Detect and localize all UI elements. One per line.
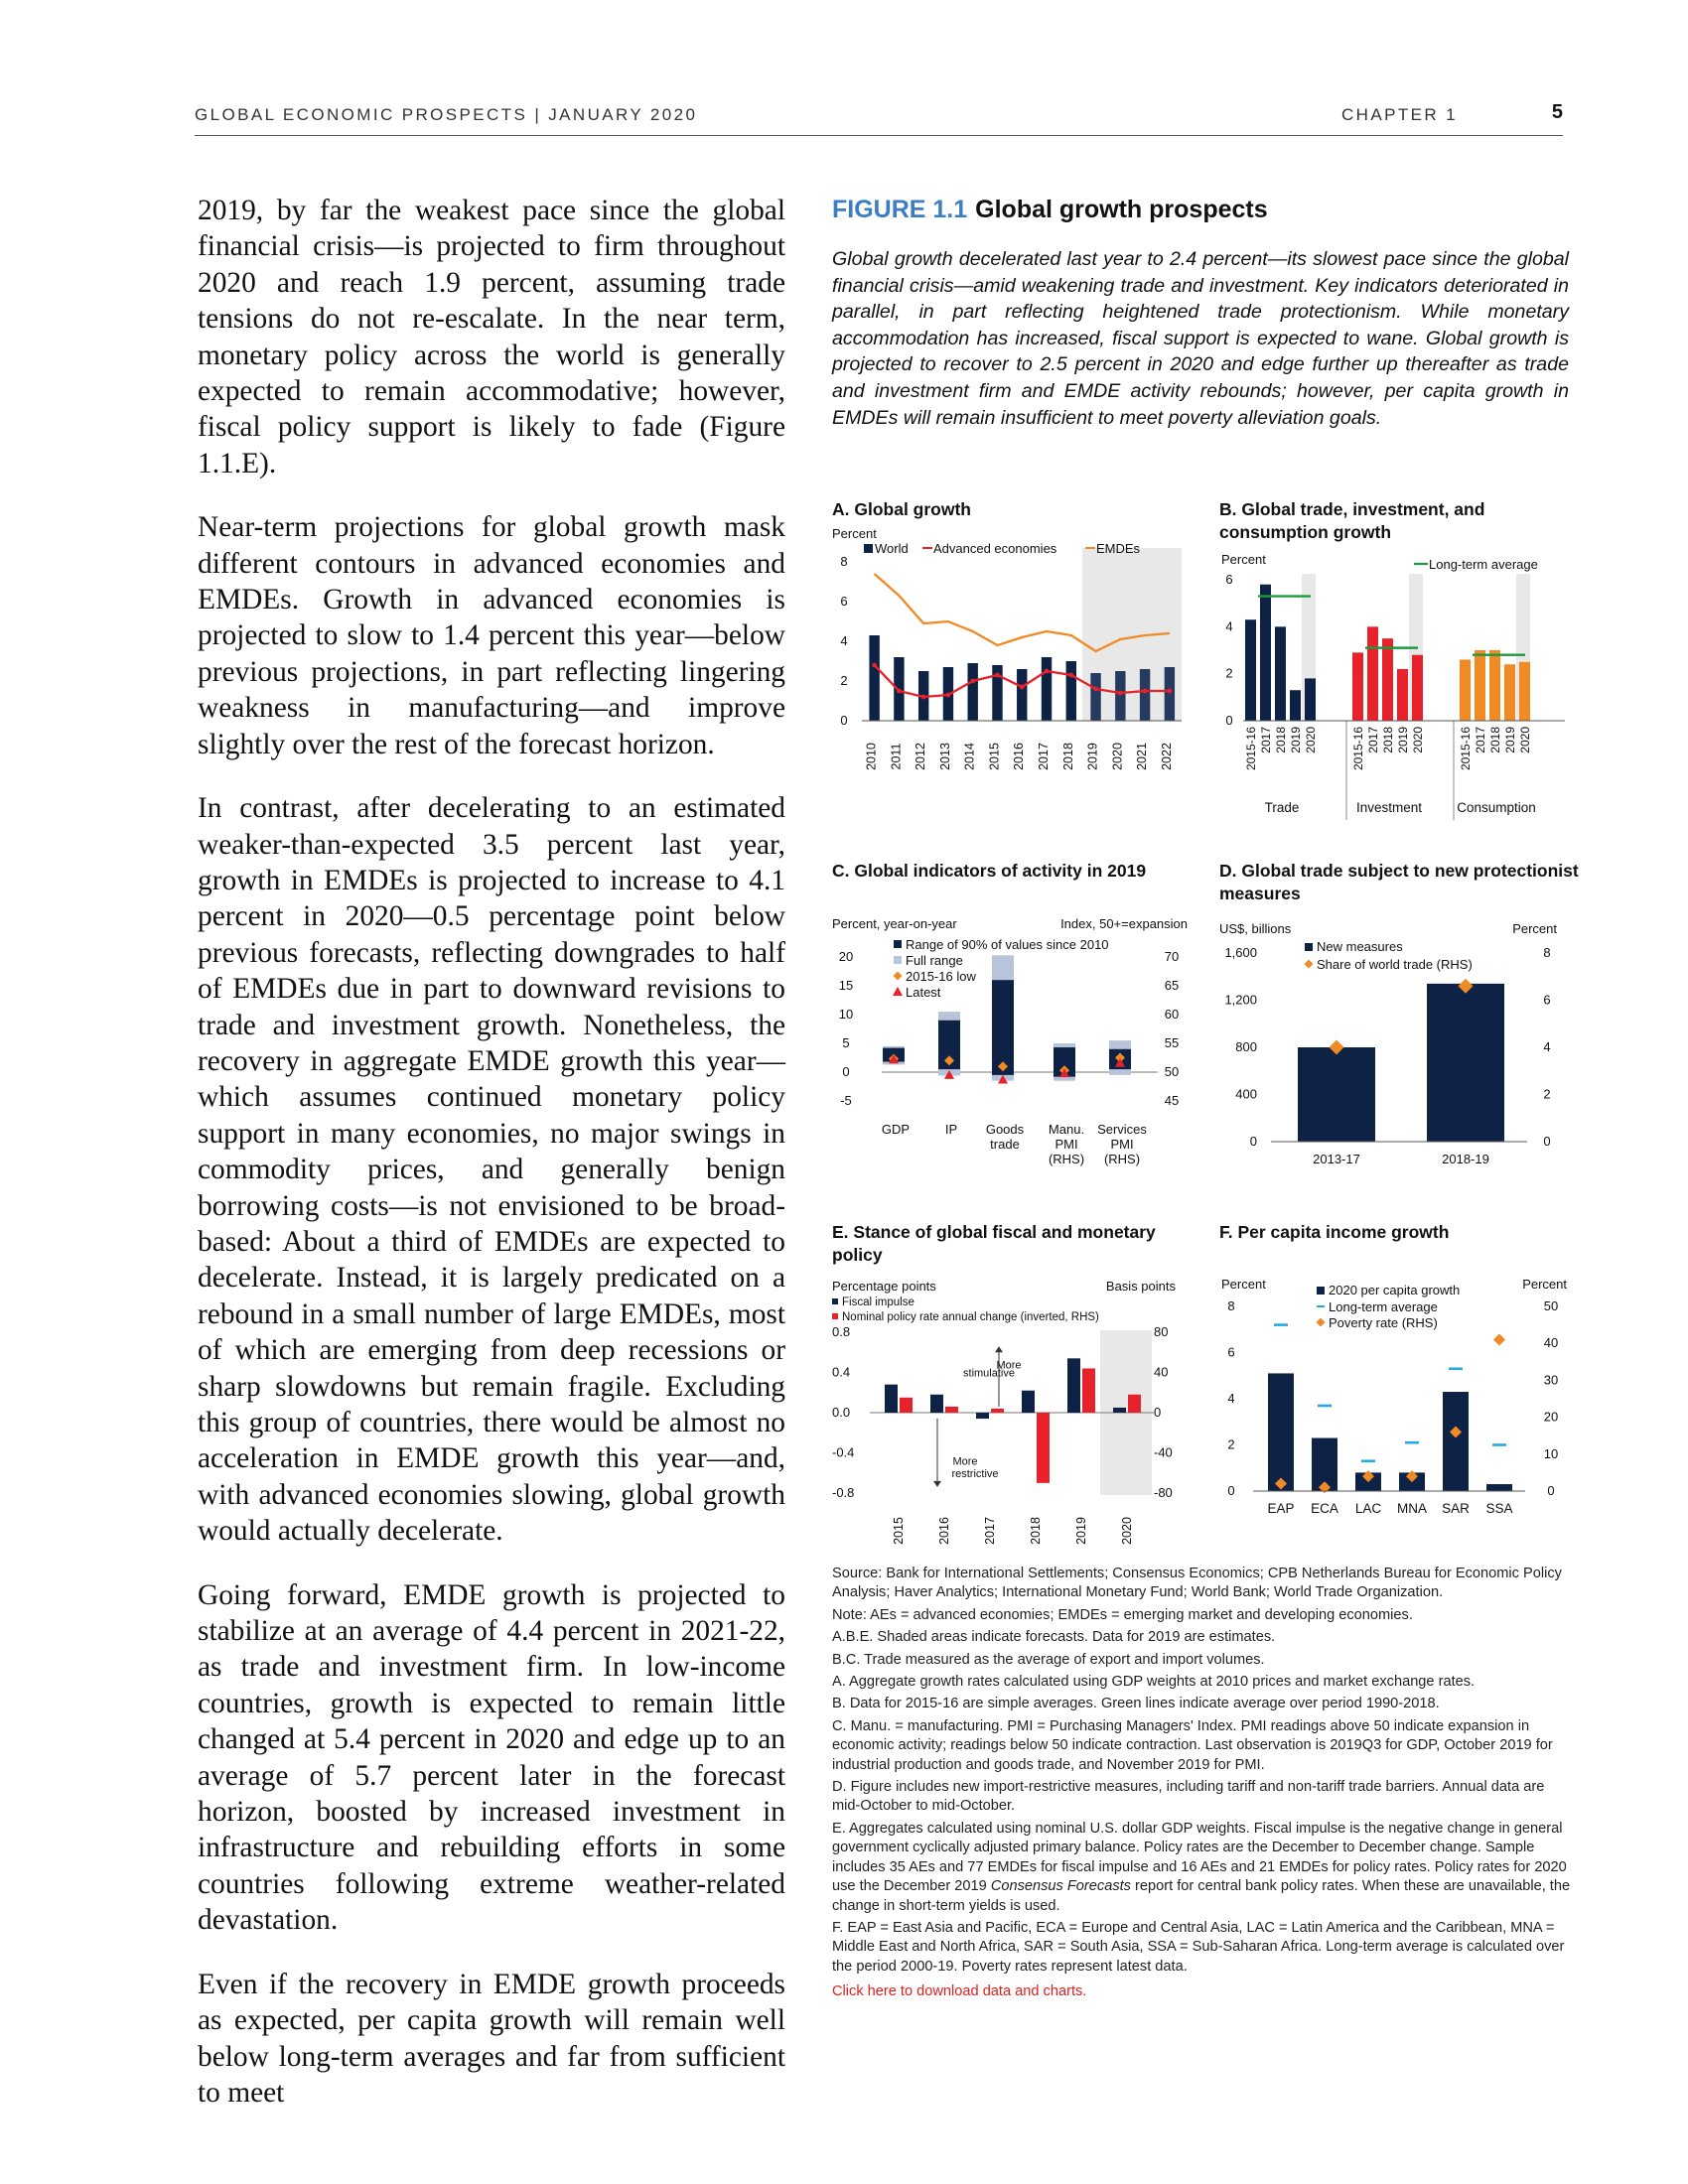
legend-swatch: [894, 940, 902, 948]
legend-growth: 2020 per capita growth: [1329, 1283, 1461, 1297]
bar-policy-rate: [945, 1407, 958, 1413]
y-axis-label-right: Basis points: [1105, 1279, 1176, 1294]
x-tick-label: 2015: [987, 743, 1002, 770]
legend-swatch-new-measures: [1305, 943, 1313, 951]
bar-world: [968, 663, 978, 721]
x-tick-label: 2015: [892, 1517, 906, 1545]
y-tick-label: 4: [840, 633, 848, 648]
bar-world: [1066, 661, 1076, 721]
legend-label: Latest: [906, 985, 941, 1000]
note: C. Manu. = manufacturing. PMI = Purchasing Managers' Index. PMI readings above 50 indicate expansion in economic activity; readings below 50 indicate contraction. Last observation is 2019Q3 for GDP, October 2019 for industrial production and goods trade, and November 2019 for PMI.: [832, 1717, 1553, 1773]
x-tick-label: PMI: [1110, 1137, 1134, 1152]
running-header: GLOBAL ECONOMIC PROSPECTS | JANUARY 2020: [195, 105, 698, 124]
y-tick-label: 8: [840, 554, 848, 569]
panel-c: [832, 860, 1190, 1187]
point-advanced: [946, 693, 951, 698]
note: Note: AEs = advanced economies; EMDEs = emerging market and developing economies.: [832, 1606, 1413, 1623]
panel-f-title: F. Per capita income growth: [1219, 1222, 1450, 1242]
x-tick-label: 2017: [1366, 727, 1380, 753]
point-advanced: [1167, 689, 1172, 694]
legend-policy-rate: Nominal policy rate annual change (inverted, RHS): [842, 1311, 1099, 1323]
figure-notes: [832, 1565, 1575, 2005]
legend-swatch: [894, 972, 903, 981]
panel-e: [832, 1221, 1190, 1549]
x-tick-label: 2013-17: [1313, 1152, 1360, 1166]
y-tick-label: 2: [1225, 665, 1233, 681]
point-advanced: [970, 679, 975, 684]
y-tick-label: 2: [1227, 1436, 1235, 1452]
source-note: Source: Bank for International Settlements; Consensus Economics; CPB Netherlands Bureau for Economic Policy Analysis; Haver Analytics; International Monetary Fund; World Bank; World Trade Organization.: [832, 1566, 1562, 1601]
arrow-up-head: [995, 1346, 1003, 1352]
y-tick-label: 5: [842, 1035, 850, 1050]
y-tick-label-right: 4: [1543, 1039, 1551, 1054]
bar-investment: [1352, 652, 1363, 721]
legend-emdes: EMDEs: [1096, 541, 1141, 556]
bar-policy-rate: [1128, 1395, 1141, 1413]
group-label: Trade: [1264, 800, 1300, 815]
x-tick-label: 2013: [937, 743, 952, 770]
x-tick-label: 2018-19: [1442, 1152, 1489, 1166]
panel-d-title: D. Global trade subject to new protectionist measures: [1219, 861, 1579, 903]
point-advanced: [897, 689, 902, 694]
x-tick-label: 2020: [1411, 727, 1425, 753]
panel-e-title: E. Stance of global fiscal and monetary policy: [832, 1222, 1156, 1265]
point-advanced: [1045, 669, 1050, 674]
bar-world: [1090, 673, 1100, 721]
poverty-rate-marker: [1493, 1333, 1505, 1345]
y-tick-label-right: 80: [1154, 1324, 1169, 1339]
y-tick-label-right: -80: [1154, 1485, 1173, 1500]
y-tick-label-right: 30: [1543, 1372, 1559, 1388]
y-tick-label: 6: [1227, 1344, 1235, 1360]
y-tick-label: 15: [838, 978, 854, 993]
y-tick-label: 800: [1235, 1039, 1257, 1054]
panel-a-title: A. Global growth: [832, 499, 971, 519]
note-text: E. Aggregates calculated using nominal U.S. dollar GDP weights. Fiscal impulse is the negative change in general government cyclically adjusted primary balance. Policy rates are the December to December change. Sample includes 35 AEs and 77 EMDEs for fiscal impulse and 16 AEs and 21 EMDEs for policy rates. Policy rates for 2020 use the December 2019: [832, 1820, 1567, 1895]
x-tick-label: 2018: [1381, 727, 1395, 753]
legend-swatch-world: [864, 544, 873, 553]
x-tick-label: MNA: [1397, 1501, 1427, 1516]
point-advanced: [1020, 685, 1025, 690]
y-axis-label-right: Index, 50+=expansion: [1060, 916, 1188, 931]
y-tick-label-right: 55: [1164, 1035, 1180, 1050]
y-tick-label-right: -40: [1154, 1444, 1173, 1460]
y-tick-label: -5: [840, 1093, 852, 1108]
x-tick-label: 2011: [889, 743, 904, 770]
legend-fiscal: Fiscal impulse: [842, 1297, 914, 1308]
range-90-bar: [992, 980, 1014, 1075]
group-label: Investment: [1355, 800, 1423, 815]
x-tick-label: LAC: [1354, 1501, 1382, 1516]
x-tick-label: 2016: [1012, 743, 1027, 770]
x-tick-label: 2017: [1259, 727, 1273, 753]
y-tick-label-right: 40: [1543, 1335, 1559, 1351]
bar-policy-rate: [991, 1409, 1004, 1413]
legend-swatch: [893, 987, 903, 996]
legend-advanced: Advanced economies: [933, 541, 1057, 556]
y-axis-label: Percent, year-on-year: [832, 916, 957, 931]
bar-fiscal-impulse: [885, 1385, 898, 1413]
x-tick-label: 2018: [1029, 1517, 1043, 1545]
note: A. Aggregate growth rates calculated using GDP weights at 2010 prices and market exchange rates.: [832, 1674, 1476, 1691]
x-tick-label: ECA: [1311, 1501, 1338, 1516]
annotation-stimulative: More: [996, 1359, 1022, 1372]
legend-long-term: Long-term average: [1329, 1299, 1438, 1314]
panel-a: [832, 498, 1190, 826]
y-tick-label-right: 0: [1547, 1483, 1555, 1498]
y-tick-label-right: 2: [1543, 1086, 1551, 1102]
figure-lead: Global growth decelerated last year to 2.4 percent—its slowest pace since the global financial crisis—amid weakening trade and investment. Key indicators deteriorated in parallel, in part reflecting heightened trade protectionism. While monetary accommodation has increased, fiscal support is expected to wane. Global growth is projected to recover to 2.5 percent in 2020 and edge further up thereafter as trade and investment firm and EMDE activity rebounds; however, per capita growth in EMDEs will remain insufficient to meet poverty alleviation goals.: [832, 248, 1569, 429]
y-tick-label: 0.8: [832, 1324, 851, 1339]
y-tick-label-right: 0: [1154, 1405, 1162, 1420]
x-tick-label: Goods: [985, 1122, 1025, 1137]
paragraph: 2019, by far the weakest pace since the global financial crisis—is projected to firm throughout 2020 and reach 1.9 percent, assuming trade tensions do not re-escalate. In the near term, monetary policy across the world is generally expected to remain accommodative; however, fiscal policy support is likely to fade (Figure 1.1.E).: [198, 195, 785, 479]
bar-new-measures: [1298, 1047, 1375, 1142]
y-tick-label-right: 50: [1164, 1064, 1180, 1079]
bar-fiscal-impulse: [1067, 1358, 1080, 1413]
y-tick-label: 8: [1227, 1298, 1235, 1313]
paragraph: In contrast, after decelerating to an estimated weaker-than-expected 3.5 percent last year, growth in EMDEs is projected to increase to 4.1 percent in 2020—0.5 percentage point below previous forecasts, reflecting downgrades to half of EMDEs due in part to downward revisions to trade and investment growth. Nonetheless, the recovery in aggregate EMDE growth this year—which assumes continued monetary policy support in many economies, no major swings in commodity prices, and generally benign borrowing costs—is not envisioned to be broad-based: About a third of EMDEs are expected to decelerate. Instead, it is largely predicated on a rebound in a small number of large EMDEs, most of which are emerging from deep recessions or sharp slowdowns but remain fragile. Excluding this group of countries, there would be almost no acceleration in EMDE growth this year—and, with advanced economies slowing, global growth would actually decelerate.: [198, 792, 785, 1548]
y-tick-label-right: 0: [1543, 1134, 1551, 1149]
x-tick-label: 2019: [1074, 1517, 1088, 1545]
bar-policy-rate: [1037, 1413, 1050, 1483]
note-italic: Consensus Forecasts: [990, 1878, 1131, 1895]
header-rule: [195, 135, 1563, 136]
bar-investment: [1367, 626, 1378, 721]
annotation-restrictive: More: [952, 1455, 978, 1468]
legend-label: 2015-16 low: [906, 969, 976, 984]
legend-share: Share of world trade (RHS): [1317, 957, 1473, 972]
panel-f-chart: [1219, 1277, 1577, 1555]
x-tick-label: 2017: [1474, 727, 1487, 753]
bar-per-capita-growth: [1268, 1373, 1294, 1491]
bar-world: [1115, 671, 1125, 721]
x-tick-label: IP: [944, 1122, 958, 1137]
bar-consumption: [1475, 650, 1485, 721]
x-tick-label: (RHS): [1048, 1152, 1085, 1166]
panel-b: [1219, 498, 1577, 826]
bar-policy-rate: [900, 1398, 913, 1413]
y-tick-label: 0: [1249, 1134, 1257, 1149]
y-tick-label: 6: [840, 594, 848, 609]
bar-per-capita-growth: [1443, 1392, 1469, 1491]
panel-d: [1219, 860, 1577, 1187]
y-tick-label: 0: [840, 713, 848, 728]
bar-per-capita-growth: [1486, 1484, 1512, 1491]
note: [832, 1820, 1575, 1916]
y-tick-label-right: 50: [1543, 1298, 1559, 1313]
legend-long-term: Long-term average: [1429, 557, 1538, 572]
legend-swatch-policy-rate: [832, 1313, 838, 1319]
x-tick-label: 2012: [914, 743, 928, 770]
bar-world: [1017, 669, 1027, 721]
legend-label: Full range: [906, 953, 963, 968]
y-tick-label-right: 6: [1543, 992, 1551, 1008]
x-tick-label: 2020: [1110, 743, 1125, 770]
x-tick-label: 2017: [1037, 743, 1052, 770]
panel-f: [1219, 1221, 1577, 1549]
x-tick-label: (RHS): [1103, 1152, 1141, 1166]
legend-swatch-poverty: [1317, 1318, 1326, 1327]
x-tick-label: trade: [990, 1137, 1020, 1152]
y-axis-label: Percentage points: [832, 1279, 936, 1294]
y-tick-label: 4: [1227, 1391, 1235, 1406]
x-tick-label: 2020: [1304, 727, 1318, 753]
panel-b-chart: [1219, 554, 1577, 842]
y-tick-label: 0: [1227, 1483, 1235, 1498]
bar-policy-rate: [1082, 1368, 1095, 1413]
y-tick-label: 2: [840, 673, 848, 688]
bar-consumption: [1504, 664, 1515, 721]
legend-swatch-share: [1305, 960, 1314, 969]
legend-swatch-growth: [1317, 1287, 1325, 1295]
chapter-label: CHAPTER 1: [1340, 105, 1458, 124]
x-tick-label: GDP: [881, 1122, 911, 1137]
legend-swatch-fiscal: [832, 1298, 838, 1304]
y-tick-label: 0.4: [832, 1364, 851, 1380]
point-advanced: [921, 695, 926, 700]
bar-investment: [1382, 638, 1393, 721]
y-axis-label: US$, billions: [1219, 921, 1292, 936]
bar-world: [869, 635, 879, 721]
x-tick-label: EAP: [1267, 1501, 1295, 1516]
y-axis-label-right: Percent: [1512, 921, 1557, 936]
legend-new-measures: New measures: [1317, 939, 1403, 954]
download-link[interactable]: Click here to download data and charts.: [832, 1983, 1087, 2000]
x-tick-label: 2014: [962, 743, 977, 770]
legend-label: Range of 90% of values since 2010: [906, 937, 1109, 952]
x-tick-label: 2018: [1274, 727, 1288, 753]
x-tick-label: 2017: [983, 1517, 997, 1545]
note: B.C. Trade measured as the average of export and import volumes.: [832, 1651, 1265, 1668]
paragraph: Going forward, EMDE growth is projected to stabilize at an average of 4.4 percent in 2021-22, as trade and investment firm. In low-income countries, growth is expected to remain little changed at 5.4 percent in 2020 and edge up to an average of 5.7 percent later in the forecast horizon, boosted by increased investment in infrastructure and rebuilding efforts in some countries following extreme weather-related devastation.: [198, 1578, 785, 1937]
annotation-restrictive: restrictive: [951, 1467, 999, 1480]
y-tick-label: -0.8: [832, 1485, 855, 1500]
group-label: Consumption: [1457, 800, 1536, 815]
note: D. Figure includes new import-restrictive measures, including tariff and non-tariff trade barriers. Annual data are mid-October to mid-October.: [832, 1779, 1545, 1815]
x-tick-label: 2018: [1488, 727, 1502, 753]
panel-d-chart: [1219, 915, 1577, 1173]
y-tick-label: 1,200: [1224, 992, 1257, 1008]
y-tick-label: 0.0: [832, 1405, 851, 1420]
y-tick-label-right: 45: [1164, 1093, 1180, 1108]
bar-fiscal-impulse: [1113, 1408, 1126, 1413]
paragraph: Near-term projections for global growth mask different contours in advanced economies and EMDEs. Growth in advanced economies is projected to slow to 1.4 percent this year—below previous projections, in part reflecting lingering weakness in manufacturing—and improve slightly over the rest of the forecast horizon.: [198, 511, 785, 760]
legend-swatch: [894, 956, 902, 964]
x-tick-label: 2022: [1159, 743, 1174, 770]
bar-new-measures: [1427, 984, 1504, 1142]
note: A.B.E. Shaded areas indicate forecasts. Data for 2019 are estimates.: [832, 1629, 1276, 1646]
bar-fiscal-impulse: [976, 1413, 989, 1419]
point-advanced: [1068, 673, 1073, 678]
x-tick-label: 2010: [864, 743, 879, 770]
bar-investment: [1412, 655, 1423, 721]
bar-trade: [1305, 678, 1316, 721]
y-axis-label: Percent: [832, 526, 877, 541]
x-tick-label: SAR: [1442, 1501, 1470, 1516]
x-tick-label: 2019: [1289, 727, 1303, 753]
x-tick-label: 2015-16: [1351, 727, 1365, 771]
y-tick-label: 10: [838, 1007, 854, 1022]
point-advanced: [872, 663, 877, 668]
x-tick-label: 2020: [1120, 1517, 1134, 1545]
y-tick-label: 1,600: [1224, 945, 1257, 960]
page-number: 5: [1551, 101, 1563, 123]
x-tick-label: Services: [1097, 1122, 1147, 1137]
note: F. EAP = East Asia and Pacific, ECA = Europe and Central Asia, LAC = Latin America and the Caribbean, MNA = Middle East and North Africa, SAR = South Asia, SSA = Sub-Saharan Africa. Long-term average is calculated over the period 2000-19. Poverty rates represent latest data.: [832, 1919, 1565, 1975]
y-tick-label-right: 70: [1164, 949, 1180, 964]
y-tick-label-right: 10: [1543, 1445, 1559, 1461]
x-tick-label: PMI: [1055, 1137, 1078, 1152]
y-tick-label: 6: [1225, 572, 1233, 587]
point-advanced: [1143, 689, 1148, 694]
y-tick-label-right: 20: [1543, 1409, 1559, 1425]
bar-world: [1165, 667, 1175, 721]
x-tick-label: 2019: [1503, 727, 1517, 753]
arrow-down-head: [933, 1481, 941, 1487]
body-text: [198, 193, 785, 2138]
y-tick-label-right: 65: [1164, 978, 1180, 993]
x-tick-label: 2019: [1396, 727, 1410, 753]
note-text: report for central bank policy rates. When these are unavailable, the change in short-term yields is used.: [832, 1878, 1571, 1914]
bar-consumption: [1460, 659, 1471, 721]
y-axis-label-right: Percent: [1522, 1277, 1567, 1292]
x-tick-label: 2021: [1135, 743, 1150, 770]
note: B. Data for 2015-16 are simple averages. Green lines indicate average over period 1990-2018.: [832, 1696, 1440, 1712]
bar-consumption: [1519, 662, 1530, 721]
x-tick-label: 2015-16: [1459, 727, 1473, 771]
y-tick-label-right: 60: [1164, 1007, 1180, 1022]
point-advanced: [995, 673, 1000, 678]
y-tick-label-right: 8: [1543, 945, 1551, 960]
bar-world: [1042, 657, 1052, 721]
y-tick-label: 20: [838, 949, 854, 964]
legend-world: World: [875, 541, 909, 556]
bar-consumption: [1489, 650, 1500, 721]
paragraph: Even if the recovery in EMDE growth proceeds as expected, per capita growth will remain well below long-term averages and far from sufficient to meet: [198, 1968, 785, 2109]
bar-trade: [1260, 585, 1271, 721]
panel-a-chart: [832, 526, 1190, 828]
x-tick-label: Manu.: [1048, 1122, 1085, 1137]
point-advanced: [1118, 691, 1123, 696]
y-tick-label: 400: [1235, 1086, 1257, 1102]
legend-poverty: Poverty rate (RHS): [1329, 1315, 1438, 1330]
x-tick-label: 2016: [937, 1517, 951, 1545]
x-tick-label: 2018: [1060, 743, 1075, 770]
panel-c-title: C. Global indicators of activity in 2019: [832, 861, 1147, 881]
figure-title-text: Global growth prospects: [975, 196, 1268, 223]
x-tick-label: 2020: [1518, 727, 1532, 753]
x-tick-label: SSA: [1485, 1501, 1513, 1516]
x-tick-label: 2019: [1085, 743, 1100, 770]
annotation-stimulative: stimulative: [963, 1367, 1015, 1380]
panel-b-title: B. Global trade, investment, and consumption growth: [1219, 499, 1485, 542]
y-tick-label-right: 40: [1154, 1364, 1169, 1380]
y-tick-label: 0: [1225, 713, 1233, 728]
panel-e-chart: [832, 1277, 1190, 1555]
y-axis-label: Percent: [1221, 552, 1266, 567]
bar-world: [1140, 669, 1150, 721]
bar-fiscal-impulse: [930, 1395, 943, 1413]
x-tick-label: 2015-16: [1244, 727, 1258, 771]
bar-investment: [1397, 669, 1408, 721]
figure-number: FIGURE 1.1: [832, 196, 968, 223]
y-tick-label: -0.4: [832, 1444, 855, 1460]
figure-title: [832, 195, 1569, 224]
bar-trade: [1275, 626, 1286, 721]
point-advanced: [1093, 687, 1098, 692]
figure: [832, 195, 1569, 431]
y-tick-label: 4: [1225, 618, 1233, 634]
bar-fiscal-impulse: [1022, 1391, 1035, 1413]
panel-c-chart: [832, 913, 1190, 1181]
bar-trade: [1290, 690, 1301, 721]
y-axis-label: Percent: [1221, 1277, 1266, 1292]
y-tick-label: 0: [842, 1064, 850, 1079]
bar-trade: [1245, 619, 1256, 721]
